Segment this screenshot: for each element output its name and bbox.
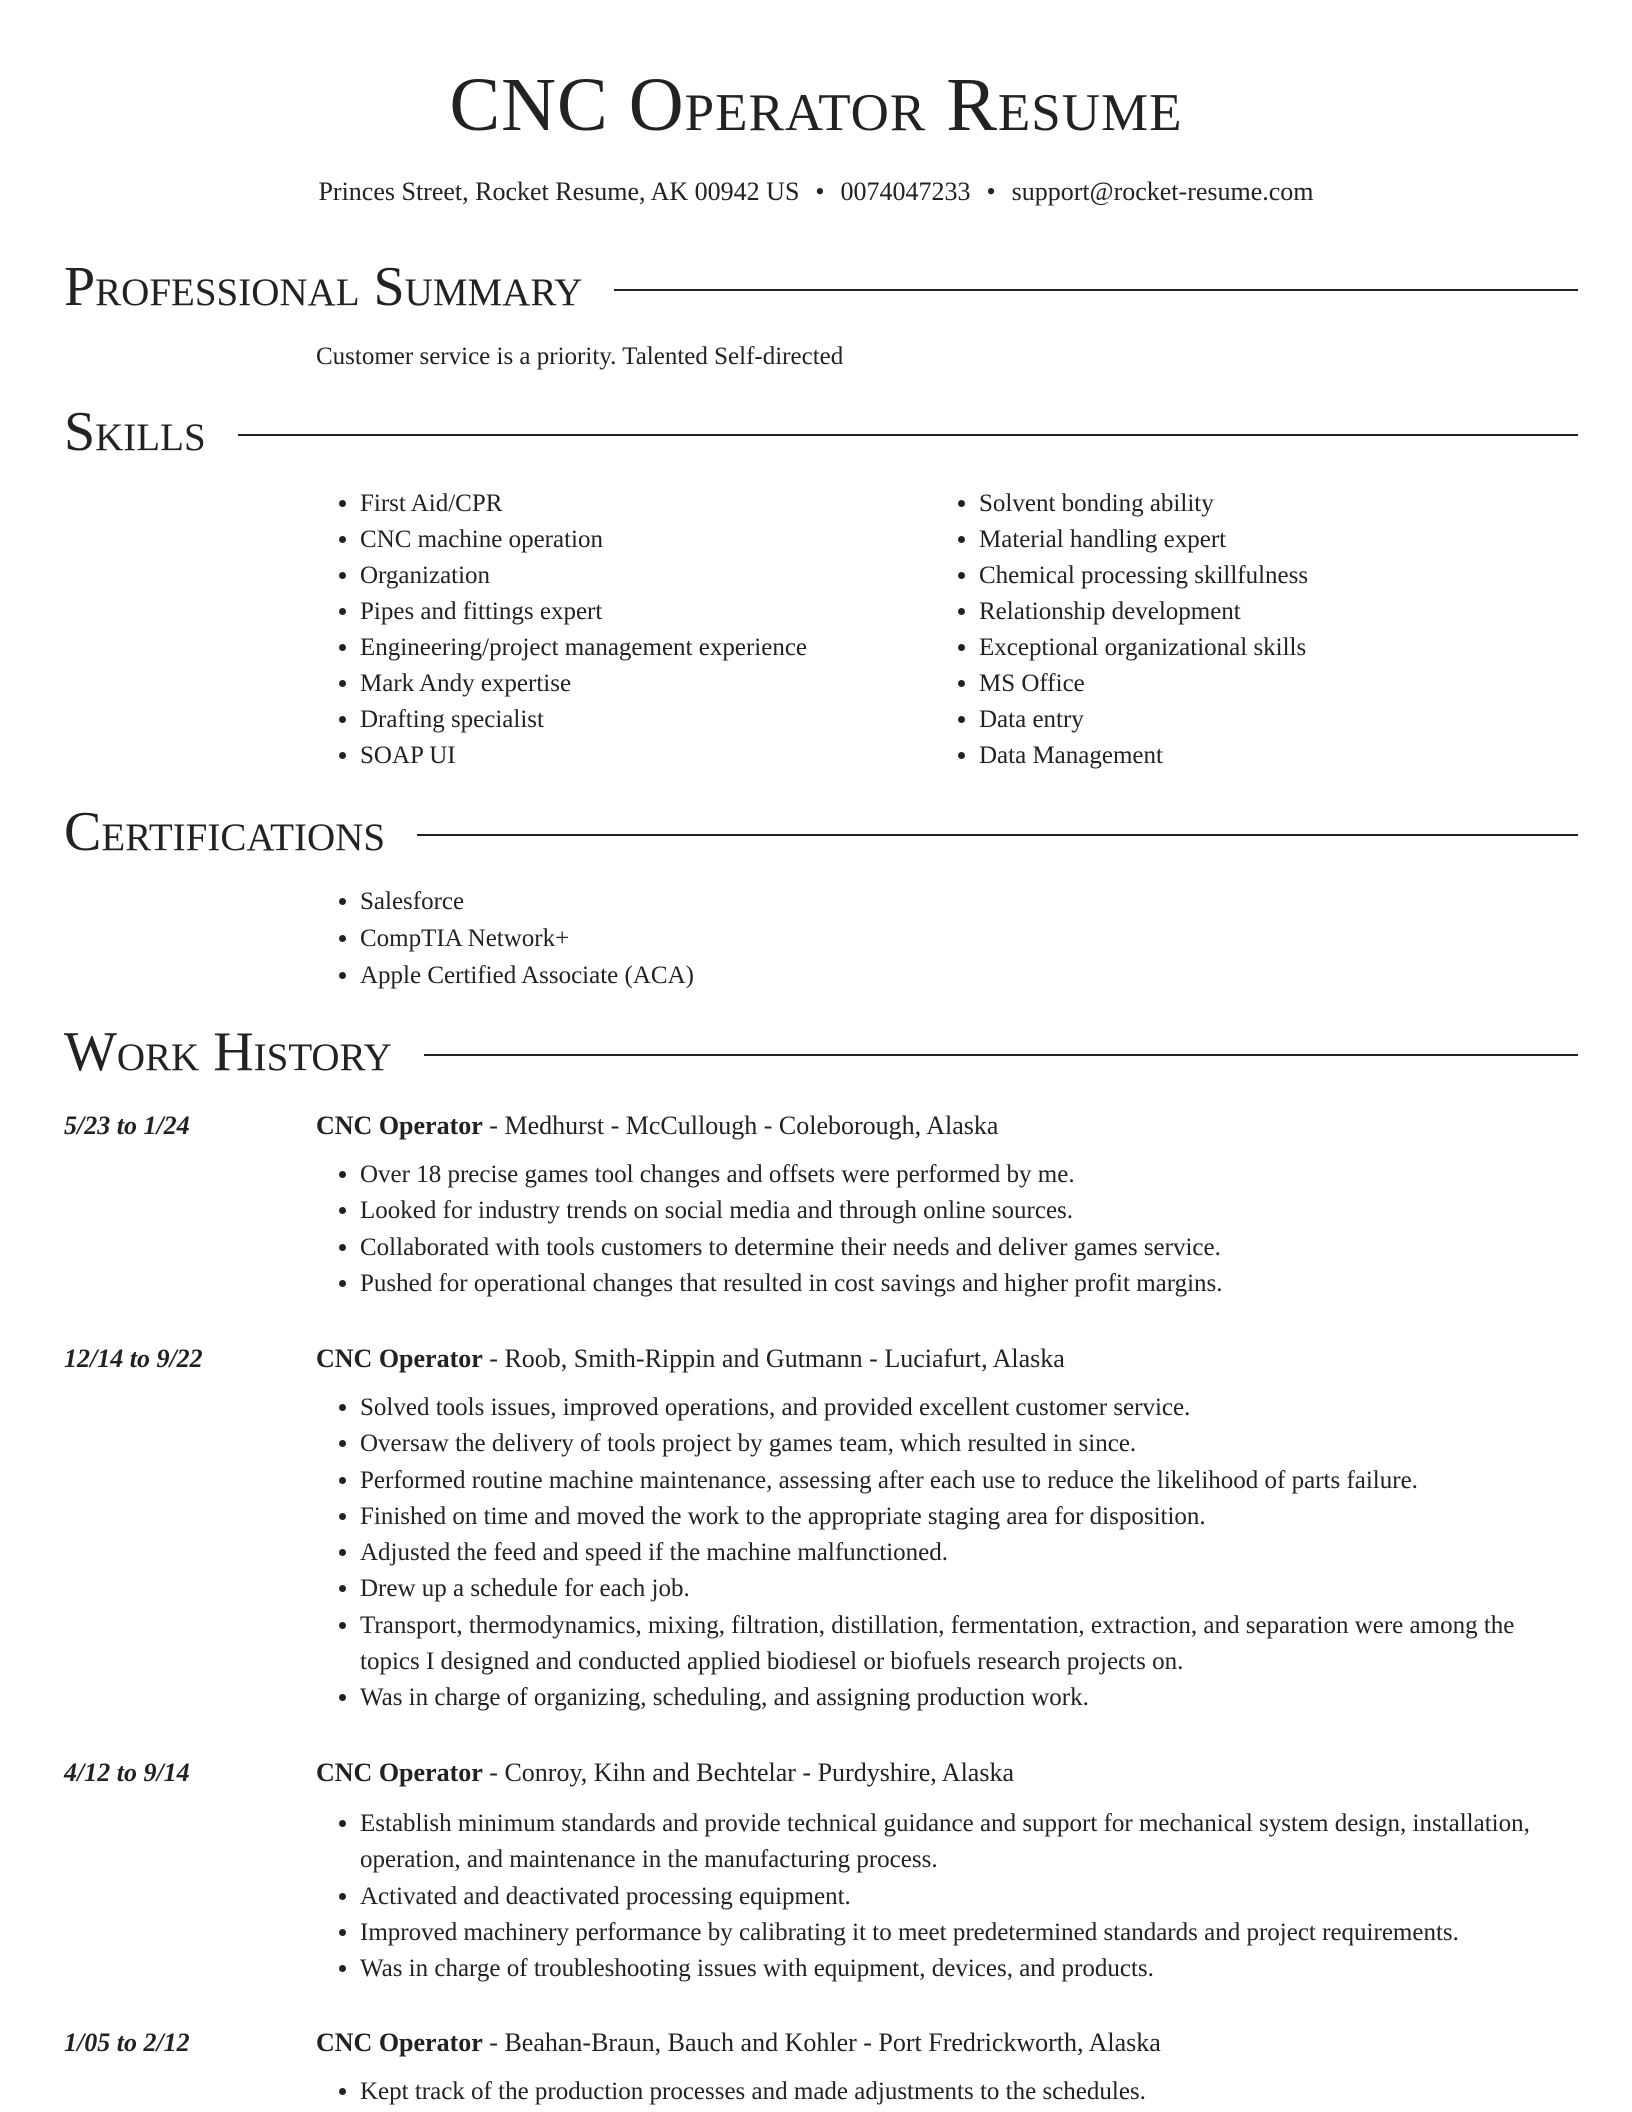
skill-item: • Chemical processing skillfulness: [979, 558, 1535, 594]
job-employer: - Medhurst - McCullough - Coleborough, Alaska: [482, 1111, 999, 1140]
section-divider: [238, 434, 1578, 436]
skill-item: • Mark Andy expertise: [360, 666, 916, 702]
section-title: Certifications: [64, 801, 386, 863]
job-title: CNC Operator: [316, 1111, 483, 1140]
certification-item: • CompTIA Network+: [360, 920, 694, 957]
separator: •: [815, 177, 825, 206]
contact-line: [0, 175, 1632, 209]
certifications-list: [316, 883, 694, 994]
job-employer: - Beahan-Braun, Bauch and Kohler - Port Fredrickworth, Alaska: [482, 2028, 1161, 2057]
duty-item: • Drew up a schedule for each job.: [360, 1571, 1566, 1607]
skills-column-left: [316, 486, 916, 774]
job-duties: [316, 2074, 1566, 2110]
job-heading: [316, 1342, 1065, 1376]
section-title: Skills: [64, 401, 206, 463]
job-employer: - Conroy, Kihn and Bechtelar - Purdyshire, Alaska: [482, 1758, 1014, 1787]
job-title: CNC Operator: [316, 1344, 483, 1373]
section-divider: [417, 834, 1578, 836]
skill-item: • MS Office: [979, 666, 1535, 702]
skill-item: • Data entry: [979, 702, 1535, 738]
skill-item: • Engineering/project management experience: [360, 630, 916, 666]
job-heading: [316, 1756, 1014, 1790]
job-heading: [316, 2026, 1161, 2060]
duty-item: • Transport, thermodynamics, mixing, filtration, distillation, fermentation, extraction, and separation were among the topics I designed and conducted applied biodiesel or biofuels research projects on.: [360, 1608, 1566, 1681]
job-dates: 1/05 to 2/12: [64, 2028, 190, 2057]
certification-item: • Salesforce: [360, 883, 694, 920]
duty-item: • Adjusted the feed and speed if the machine malfunctioned.: [360, 1535, 1566, 1571]
summary-text: Customer service is a priority. Talented Self-directed: [316, 343, 844, 370]
duty-item: • Activated and deactivated processing equipment.: [360, 1879, 1566, 1915]
section-divider: [614, 289, 1578, 291]
skill-item: • Data Management: [979, 738, 1535, 774]
duty-item: • Was in charge of troubleshooting issues with equipment, devices, and products.: [360, 1951, 1566, 1987]
section-header-skills: [64, 397, 1578, 467]
duty-item: • Collaborated with tools customers to determine their needs and deliver games service.: [360, 1230, 1566, 1266]
job-heading: [316, 1109, 998, 1143]
phone: 0074047233: [840, 177, 971, 206]
skill-item: • Drafting specialist: [360, 702, 916, 738]
address: Princes Street, Rocket Resume, AK 00942 US: [318, 177, 800, 206]
skill-item: • First Aid/CPR: [360, 486, 916, 522]
email: support@rocket-resume.com: [1011, 177, 1314, 206]
certification-item: • Apple Certified Associate (ACA): [360, 957, 694, 994]
duty-item: • Over 18 precise games tool changes and offsets were performed by me.: [360, 1157, 1566, 1193]
duty-item: • Oversaw the delivery of tools project by games team, which resulted in since.: [360, 1426, 1566, 1462]
job-dates: 5/23 to 1/24: [64, 1111, 190, 1140]
skill-item: • SOAP UI: [360, 738, 916, 774]
job-title: CNC Operator: [316, 1758, 483, 1787]
skill-item: • Pipes and fittings expert: [360, 594, 916, 630]
skill-item: • Exceptional organizational skills: [979, 630, 1535, 666]
duty-item: • Establish minimum standards and provide technical guidance and support for mechanical system design, installation, operation, and maintenance in the manufacturing process.: [360, 1806, 1566, 1879]
separator: •: [986, 177, 996, 206]
skill-item: • Organization: [360, 558, 916, 594]
job-dates: 12/14 to 9/22: [64, 1344, 203, 1373]
duty-item: • Was in charge of organizing, scheduling, and assigning production work.: [360, 1680, 1566, 1716]
duty-item: • Improved machinery performance by calibrating it to meet predetermined standards and project requirements.: [360, 1915, 1566, 1951]
duty-item: • Finished on time and moved the work to the appropriate staging area for disposition.: [360, 1499, 1566, 1535]
skill-item: • Material handling expert: [979, 522, 1535, 558]
section-title: Professional Summary: [64, 256, 583, 318]
job-dates: 4/12 to 9/14: [64, 1758, 190, 1787]
duty-item: • Pushed for operational changes that resulted in cost savings and higher profit margins.: [360, 1266, 1566, 1302]
job-duties: [316, 1390, 1566, 1717]
skill-item: • CNC machine operation: [360, 522, 916, 558]
section-header-certifications: [64, 797, 1578, 867]
job-duties: [316, 1806, 1566, 1987]
duty-item: • Kept track of the production processes and made adjustments to the schedules.: [360, 2074, 1566, 2110]
section-divider: [424, 1054, 1578, 1056]
section-header-summary: [64, 252, 1578, 322]
job-employer: - Roob, Smith-Rippin and Gutmann - Luciafurt, Alaska: [482, 1344, 1065, 1373]
duty-item: • Solved tools issues, improved operations, and provided excellent customer service.: [360, 1390, 1566, 1426]
resume-title: CNC Operator Resume: [449, 63, 1183, 147]
section-header-work-history: [64, 1017, 1578, 1087]
job-title: CNC Operator: [316, 2028, 483, 2057]
duty-item: • Looked for industry trends on social media and through online sources.: [360, 1193, 1566, 1229]
duty-item: • Performed routine machine maintenance, assessing after each use to reduce the likelihood of parts failure.: [360, 1463, 1566, 1499]
skill-item: • Relationship development: [979, 594, 1535, 630]
skills-column-right: [935, 486, 1535, 774]
skill-item: • Solvent bonding ability: [979, 486, 1535, 522]
job-duties: [316, 1157, 1566, 1302]
section-title: Work History: [64, 1021, 392, 1083]
